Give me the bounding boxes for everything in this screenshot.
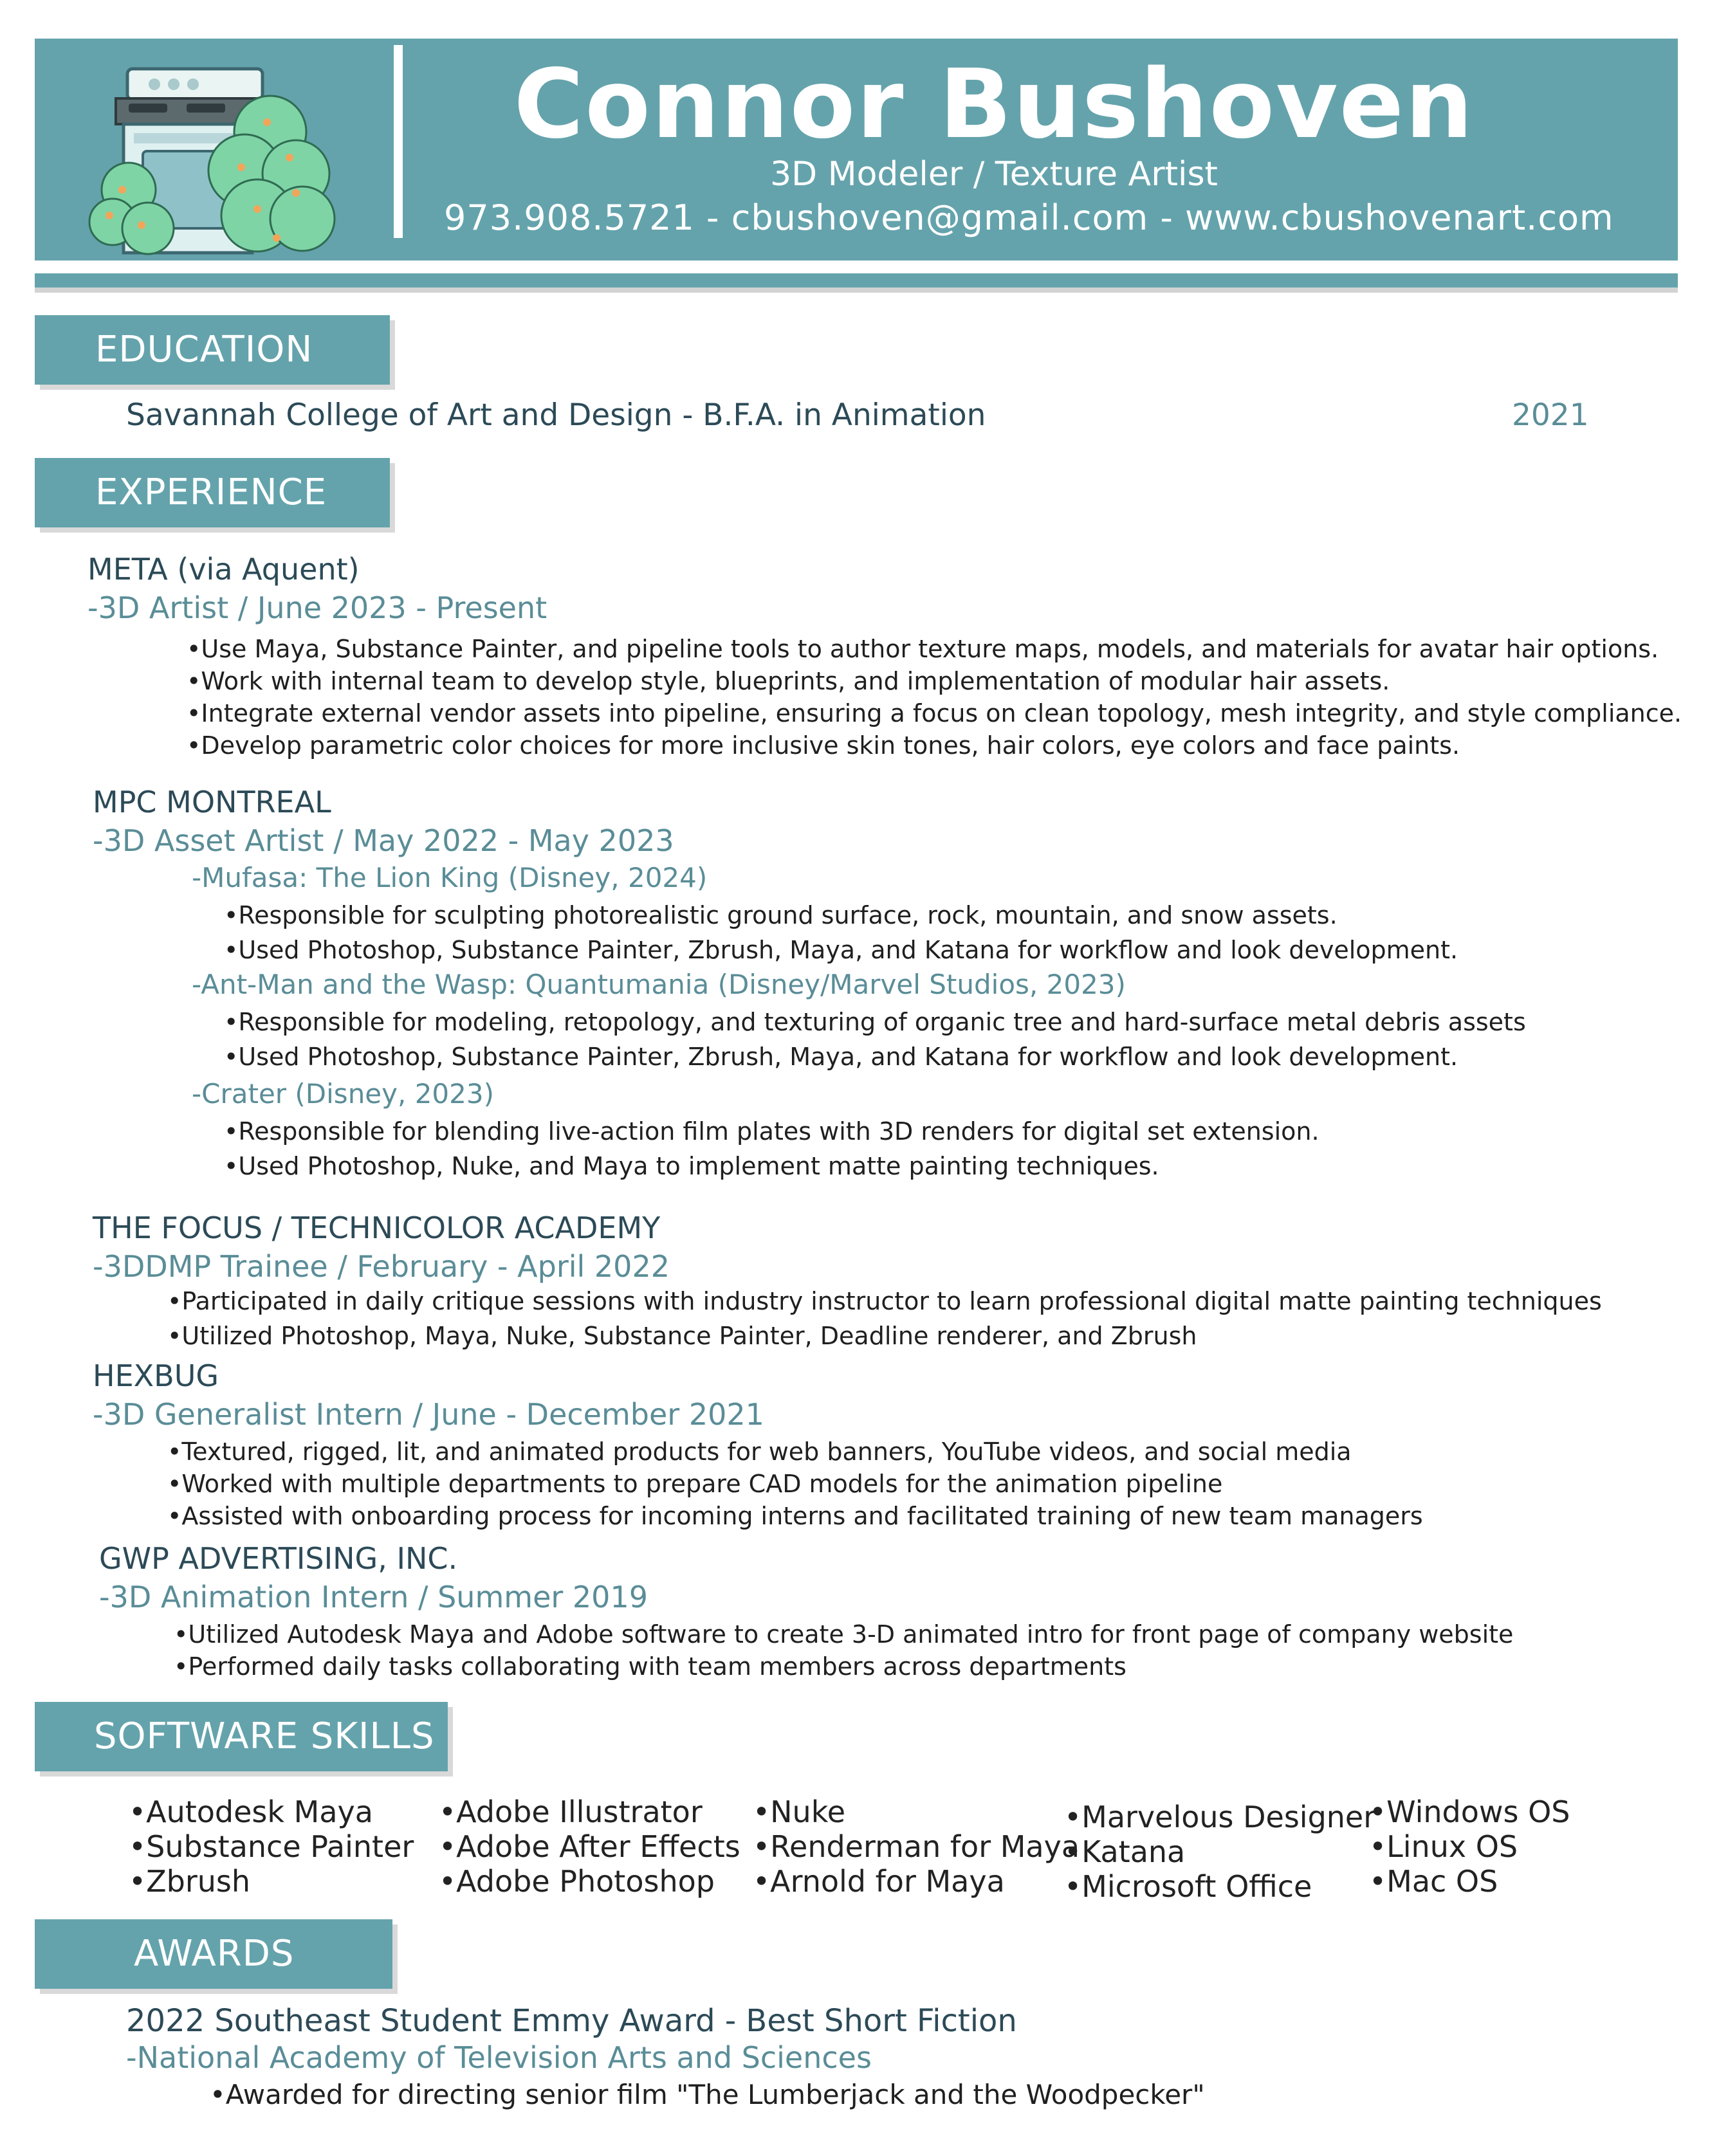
list-item: •Assisted with onboarding process for incoming interns and facilitated training of new team managers — [167, 1502, 1423, 1530]
project-mufasa: -Mufasa: The Lion King (Disney, 2024) — [192, 862, 708, 893]
education-year: 2021 — [1512, 397, 1589, 433]
job-title-hexbug: -3D Generalist Intern / June - December 2021 — [93, 1397, 764, 1432]
skill-item: •Substance Painter — [129, 1829, 414, 1864]
skill-item: •Adobe Illustrator — [439, 1795, 703, 1829]
education-heading-tab — [35, 315, 390, 385]
list-item: •Responsible for blending live-action film plates with 3D renders for digital set extension. — [224, 1117, 1319, 1146]
skill-item: •Linux OS — [1369, 1829, 1518, 1864]
experience-heading-tab — [35, 458, 390, 527]
job-title-mpc: -3D Asset Artist / May 2022 - May 2023 — [93, 823, 674, 858]
skill-item: •Nuke — [753, 1795, 845, 1829]
company-focus: THE FOCUS / TECHNICOLOR ACADEMY — [93, 1210, 661, 1245]
skill-item: •Arnold for Maya — [753, 1864, 1005, 1899]
list-item: •Responsible for sculpting photorealistic ground surface, rock, mountain, and snow assets. — [224, 901, 1338, 929]
job-title-gwp: -3D Animation Intern / Summer 2019 — [99, 1580, 648, 1614]
list-item: •Use Maya, Substance Painter, and pipeline tools to author texture maps, models, and materials for avatar hair options. — [187, 635, 1659, 663]
header-divider — [394, 45, 403, 238]
header-rule — [35, 273, 1678, 288]
awards-heading-tab — [35, 1919, 392, 1989]
list-item: •Participated in daily critique sessions with industry instructor to learn professional digital matte painting techniques — [167, 1287, 1602, 1315]
education-school: Savannah College of Art and Design - B.F.A. in Animation — [126, 397, 986, 433]
candidate-name: Connor Bushoven — [513, 49, 1475, 160]
company-mpc: MPC MONTREAL — [93, 785, 331, 819]
skills-heading-tab — [35, 1702, 448, 1771]
stove-bush-logo-icon — [84, 61, 341, 260]
award-title: 2022 Southeast Student Emmy Award - Best Short Fiction — [126, 2003, 1017, 2039]
project-antman: -Ant-Man and the Wasp: Quantumania (Disney/Marvel Studios, 2023) — [192, 969, 1126, 1000]
candidate-role: 3D Modeler / Texture Artist — [770, 155, 1218, 194]
company-meta: META (via Aquent) — [87, 552, 360, 587]
skills-heading: SOFTWARE SKILLS — [94, 1715, 435, 1757]
skill-item: •Microsoft Office — [1064, 1869, 1312, 1904]
list-item: •Awarded for directing senior film "The Lumberjack and the Woodpecker" — [210, 2079, 1205, 2110]
project-crater: -Crater (Disney, 2023) — [192, 1078, 494, 1110]
list-item: •Used Photoshop, Substance Painter, Zbrush, Maya, and Katana for workflow and look development. — [224, 936, 1458, 964]
list-item: •Used Photoshop, Substance Painter, Zbrush, Maya, and Katana for workflow and look development. — [224, 1043, 1458, 1071]
list-item: •Worked with multiple departments to prepare CAD models for the animation pipeline — [167, 1470, 1223, 1498]
education-heading: EDUCATION — [95, 329, 313, 370]
company-gwp: GWP ADVERTISING, INC. — [99, 1541, 458, 1576]
list-item: •Develop parametric color choices for more inclusive skin tones, hair colors, eye colors and face paints. — [187, 731, 1460, 760]
skill-item: •Zbrush — [129, 1864, 251, 1899]
experience-heading: EXPERIENCE — [95, 471, 327, 513]
skill-item: •Adobe Photoshop — [439, 1864, 715, 1899]
job-title-meta: -3D Artist / June 2023 - Present — [87, 590, 547, 625]
skill-item: •Marvelous Designer — [1064, 1800, 1376, 1834]
skill-item: •Windows OS — [1369, 1795, 1570, 1829]
skill-item: •Mac OS — [1369, 1864, 1498, 1899]
skill-item: •Renderman for Maya — [753, 1829, 1080, 1864]
awards-heading: AWARDS — [134, 1933, 295, 1975]
company-hexbug: HEXBUG — [93, 1358, 219, 1393]
skill-item: •Katana — [1064, 1834, 1186, 1869]
skill-item: •Autodesk Maya — [129, 1795, 373, 1829]
list-item: •Textured, rigged, lit, and animated products for web banners, YouTube videos, and social media — [167, 1438, 1352, 1466]
list-item: •Work with internal team to develop style, blueprints, and implementation of modular hair assets. — [187, 667, 1390, 695]
skill-item: •Adobe After Effects — [439, 1829, 740, 1864]
list-item: •Used Photoshop, Nuke, and Maya to implement matte painting techniques. — [224, 1152, 1159, 1180]
list-item: •Performed daily tasks collaborating with team members across departments — [174, 1652, 1126, 1681]
job-title-focus: -3DDMP Trainee / February - April 2022 — [93, 1249, 670, 1284]
list-item: •Utilized Photoshop, Maya, Nuke, Substance Painter, Deadline renderer, and Zbrush — [167, 1322, 1197, 1350]
list-item: •Integrate external vendor assets into pipeline, ensuring a focus on clean topology, mesh integrity, and style compliance. — [187, 699, 1682, 727]
list-item: •Responsible for modeling, retopology, and texturing of organic tree and hard-surface metal debris assets — [224, 1008, 1526, 1036]
award-organization: -National Academy of Television Arts and Sciences — [126, 2040, 872, 2075]
contact-line[interactable]: 973.908.5721 - cbushoven@gmail.com - www.cbushovenart.com — [444, 197, 1614, 238]
list-item: •Utilized Autodesk Maya and Adobe software to create 3-D animated intro for front page of company website — [174, 1620, 1514, 1649]
